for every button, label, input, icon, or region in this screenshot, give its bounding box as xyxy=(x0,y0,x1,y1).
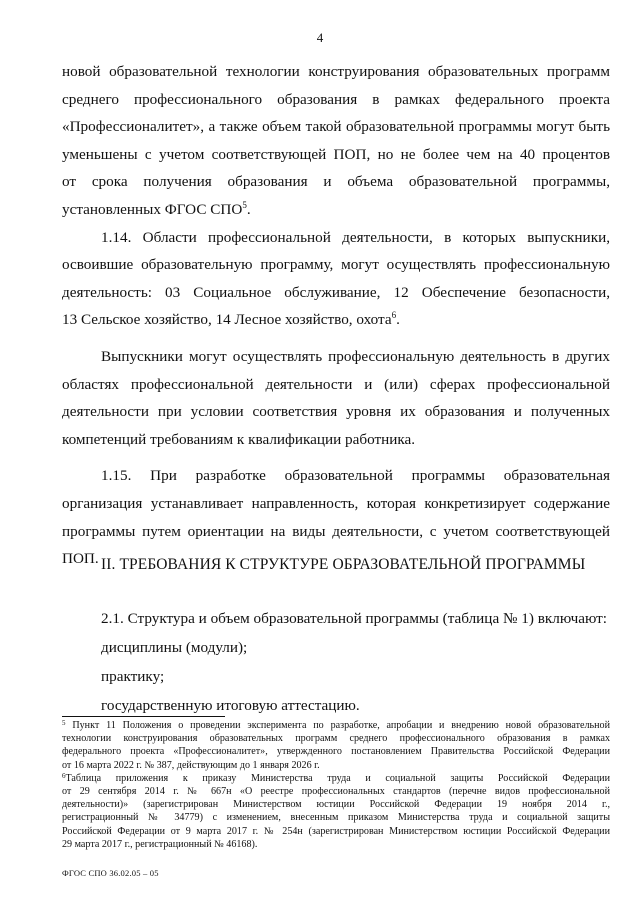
footnote-ref-6[interactable]: 6 xyxy=(391,310,397,321)
list-item: государственную итоговую аттестацию. xyxy=(101,697,360,714)
text-line: ПОП. xyxy=(62,550,99,568)
paragraph-1-15-first-line: 1.15. При разработке образовательной программы образовательная xyxy=(101,467,610,485)
footnote-text: Таблица приложения к приказу Министерства труда и социальной защиты Российской Федерации xyxy=(65,772,610,784)
footnote-5-marker: 5 xyxy=(62,719,66,727)
main-text-block xyxy=(62,58,610,573)
text-line: областях профессиональной деятельности и (или) сферах профессиональной xyxy=(62,375,610,393)
text-line xyxy=(62,196,610,224)
list-intro: 2.1. Структура и объем образовательной программы (таблица № 1) включают: xyxy=(101,610,607,627)
page-number: 4 xyxy=(316,30,324,45)
text-line: «Профессионалитет», а также объем такой образовательной программы могут быть xyxy=(62,118,610,136)
text-line xyxy=(62,306,610,334)
list-item: практику; xyxy=(101,668,165,685)
section-heading: II. ТРЕБОВАНИЯ К СТРУКТУРЕ ОБРАЗОВАТЕЛЬНОЙ ПРОГРАММЫ xyxy=(101,556,586,573)
period: . xyxy=(246,200,251,218)
text-line: программы путем ориентации на виды деятельности, с учетом соответствующей xyxy=(62,522,610,540)
footnote-line: регистрационный № 34779) с изменением, внесенным приказом Министерства труда и социальной защиты xyxy=(62,812,610,824)
paragraph-1-14-first-line: 1.14. Области профессиональной деятельности, в которых выпускники, xyxy=(101,228,610,246)
footnote-line: Российской Федерации от 9 марта 2017 г. № 254н (зарегистрирован Министерством юстиции Российской Федерации xyxy=(62,825,610,837)
footnote-6-marker: 6 xyxy=(62,771,66,780)
text-segment: 13 Сельское хозяйство, 14 Лесное хозяйство, охота xyxy=(62,311,392,329)
footnote-line: федерального проекта «Профессионалитет», утвержденного постановлением Правительства Российской Федерации xyxy=(62,746,610,758)
text-segment: установленных ФГОС СПО xyxy=(62,200,243,218)
footnote-6-line xyxy=(62,772,610,785)
text-line: от срока получения образования и объема образовательной программы, xyxy=(62,173,610,191)
footnote-line: от 29 сентября 2014 г. № 667н «О реестре профессиональных стандартов (перечне видов профессиональной xyxy=(62,785,610,797)
text-line: освоившие образовательную программу, могут осуществлять профессиональную xyxy=(62,256,610,274)
text-line: организация устанавливает направленность, которая конкретизирует содержание xyxy=(62,494,610,512)
footnote-divider xyxy=(62,716,225,717)
text-line: новой образовательной технологии конструирования образовательных программ xyxy=(62,63,610,80)
text-line: среднего профессионального образования в рамках федерального проекта xyxy=(62,90,610,108)
text-line: уменьшены с учетом соответствующей ПОП, но не более чем на 40 процентов xyxy=(62,145,610,163)
text-line: деятельность: 03 Социальное обслуживание, 12 Обеспечение безопасности, xyxy=(62,283,610,301)
footnote-line: от 16 марта 2022 г. № 387, действующим до 1 января 2026 г. xyxy=(62,759,320,771)
footnote-line: 29 марта 2017 г., регистрационный № 46168). xyxy=(62,838,258,850)
structure-list xyxy=(101,604,607,720)
paragraph-graduates-first-line: Выпускники могут осуществлять профессиональную деятельность в других xyxy=(101,347,610,365)
footnotes xyxy=(62,719,610,851)
list-item: дисциплины (модули); xyxy=(101,639,248,656)
footnote-line: деятельности)» (зарегистрирован Министерством юстиции Российской Федерации 19 ноября 2014 г., xyxy=(62,799,610,811)
footnote-line: технологии конструирования образовательных программ среднего профессионального образования в рамках xyxy=(62,733,610,745)
footnote-5-line xyxy=(62,719,610,732)
document-code: ФГОС СПО 36.02.05 – 05 xyxy=(62,868,159,878)
text-line: компетенций требованиям к квалификации работника. xyxy=(62,430,416,448)
text-line: деятельности при условии соответствия уровня их образования и полученных xyxy=(62,403,610,421)
footnote-ref-5[interactable]: 5 xyxy=(242,199,247,210)
period: . xyxy=(396,311,400,329)
footnote-text: Пункт 11 Положения о проведении эксперимента по разработке, апробации и внедрению новой образовательной xyxy=(72,720,610,731)
